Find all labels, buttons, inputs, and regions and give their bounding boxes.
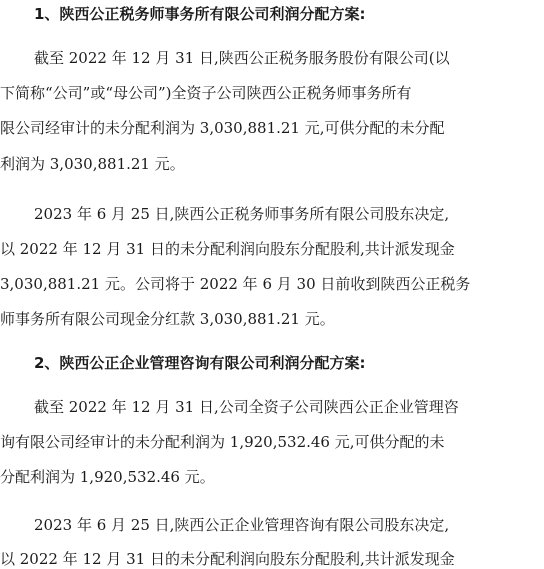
section-1-para-1-line-3: 限公司经审计的未分配利润为 3,030,881.21 元,可供分配的未分配 — [0, 119, 445, 137]
section-2-para-1-line-2: 询有限公司经审计的未分配利润为 1,920,532.46 元,可供分配的未 — [0, 433, 445, 451]
section-1-para-2-line-4: 师事务所有限公司现金分红款 3,030,881.21 元。 — [0, 310, 335, 328]
section-2-para-1-line-1: 截至 2022 年 12 月 31 日,公司全资子公司陕西公正企业管理咨 — [34, 398, 459, 416]
section-2-para-2-line-2: 以 2022 年 12 月 31 日的未分配利润向股东分配股利,共计派发现金 — [0, 550, 455, 568]
section-1-para-1-line-2: 下简称“公司”或“母公司”)全资子公司陕西公正税务师事务所有 — [0, 84, 412, 102]
section-1-para-1-line-4: 利润为 3,030,881.21 元。 — [0, 155, 185, 173]
section-1-para-1-line-1: 截至 2022 年 12 月 31 日,陕西公正税务服务股份有限公司(以 — [34, 49, 450, 67]
section-2-para-1-line-3: 分配利润为 1,920,532.46 元。 — [0, 468, 215, 486]
section-1-para-2-line-1: 2023 年 6 月 25 日,陕西公正税务师事务所有限公司股东决定, — [34, 205, 450, 223]
section-2-para-2-line-1: 2023 年 6 月 25 日,陕西公正企业管理咨询有限公司股东决定, — [34, 516, 450, 534]
section-1-para-2-line-3: 3,030,881.21 元。公司将于 2022 年 6 月 30 日前收到陕西公正税务 — [0, 275, 471, 293]
section-2-heading: 2、陕西公正企业管理咨询有限公司利润分配方案: — [34, 354, 366, 372]
section-1-para-2-line-2: 以 2022 年 12 月 31 日的未分配利润向股东分配股利,共计派发现金 — [0, 240, 455, 258]
section-1-heading: 1、陕西公正税务师事务所有限公司利润分配方案: — [34, 5, 366, 23]
